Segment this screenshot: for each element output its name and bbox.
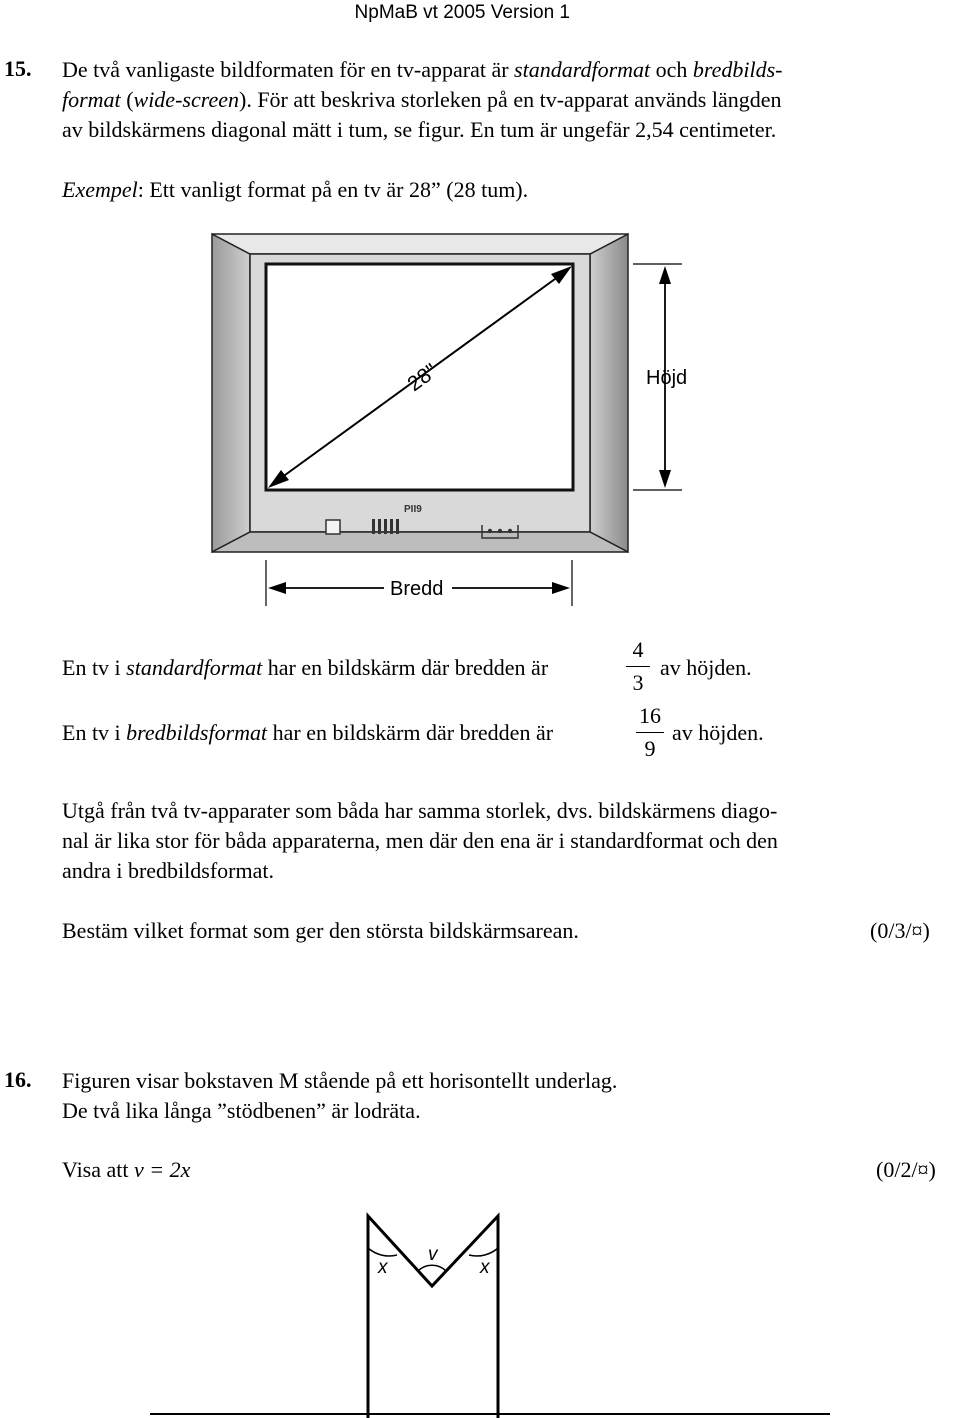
angle-arc-left: [368, 1248, 397, 1256]
standard-mid: har en bildskärm där bredden är: [262, 655, 549, 680]
standard-post: av höjden.: [660, 655, 752, 680]
tv-left-side: [212, 234, 250, 552]
angle-arc-right: [469, 1248, 498, 1256]
standard-pre: En tv i: [62, 655, 127, 680]
p15-intro-line3: av bildskärmens diagonal mätt i tum, se figur. En tum är ungefär 2,54 centimeter.: [62, 117, 777, 142]
p15-intro-l1d: bredbilds-: [692, 57, 783, 82]
p15-intro-l2c: wide-screen: [133, 87, 239, 112]
page-header: NpMaB vt 2005 Version 1: [354, 2, 570, 23]
p16-line1: Figuren visar bokstaven M stående på ett horisontellt underlag.: [62, 1068, 618, 1093]
fraction-4-3-numerator: 4: [632, 637, 644, 662]
p16-line2: De två lika långa ”stödbenen” är lodräta.: [62, 1098, 421, 1123]
width-arrow-left: [268, 582, 286, 594]
m-letter-figure: [0, 1200, 960, 1418]
p15-example-text: : Ett vanligt format på en tv är 28” (28 tum).: [137, 177, 529, 202]
standard-format-line: [62, 653, 548, 683]
p16-task-math: v = 2x: [134, 1157, 191, 1182]
fraction-16-9-numerator: 16: [639, 703, 661, 728]
fraction-16-9: [636, 702, 664, 763]
problem-15-number: 15.: [4, 56, 32, 81]
problem-16-number: 16.: [4, 1067, 32, 1092]
tv-top-bevel: [212, 234, 628, 254]
height-label: Höjd: [646, 367, 688, 389]
p15-intro-l1a: De två vanligaste bildformaten för en tv-apparat är: [62, 57, 515, 82]
p15-intro-l1b: standardformat: [514, 57, 651, 82]
fraction-16-9-denominator: 9: [644, 736, 656, 761]
wide-post: av höjden.: [672, 720, 764, 745]
p16-task-pre: Visa att: [62, 1157, 134, 1182]
width-label: Bredd: [390, 578, 444, 600]
tv-figure: [0, 0, 960, 620]
height-arrow-bottom: [659, 470, 671, 488]
angle-arc-v: [418, 1265, 446, 1271]
tv-bottom-bevel: [212, 532, 628, 552]
fraction-4-3: [626, 636, 650, 697]
wide-pre: En tv i: [62, 720, 127, 745]
p16-points: (0/2/¤): [876, 1157, 936, 1182]
wide-format-line: [62, 718, 553, 748]
p15-body-line3: andra i bredbildsformat.: [62, 858, 274, 883]
p15-points: (0/3/¤): [870, 918, 930, 943]
width-arrow-right: [552, 582, 570, 594]
p15-example-label: Exempel: [62, 177, 138, 202]
p15-intro-l2b: (: [120, 87, 134, 112]
tv-brand-label: PII9: [404, 504, 422, 515]
p16-task: [62, 1155, 190, 1185]
diagonal-label: 28": [403, 359, 442, 397]
wide-term: bredbildsformat: [126, 720, 268, 745]
standard-term: standardformat: [126, 655, 263, 680]
fraction-4-3-denominator: 3: [632, 670, 644, 695]
p15-task: Bestäm vilket format som ger den största bildskärmsarean.: [62, 918, 579, 943]
p15-intro-l2a: format: [62, 87, 121, 112]
angle-label-x-right: x: [480, 1257, 490, 1278]
p15-body-line2: nal är lika stor för båda apparaterna, men där den ena är i standardformat och den: [62, 828, 778, 853]
p15-body-line1: Utgå från två tv-apparater som båda har samma storlek, dvs. bildskärmens diago-: [62, 798, 778, 823]
p15-intro-l1c: och: [650, 57, 693, 82]
wide-mid: har en bildskärm där bredden är: [267, 720, 554, 745]
p15-intro-l2d: ). För att beskriva storleken på en tv-apparat används längden: [239, 87, 782, 112]
angle-label-x-left: x: [378, 1257, 388, 1278]
height-arrow-top: [659, 266, 671, 284]
power-button: [326, 520, 340, 534]
tv-right-side: [590, 234, 628, 552]
angle-label-v: v: [428, 1244, 438, 1265]
